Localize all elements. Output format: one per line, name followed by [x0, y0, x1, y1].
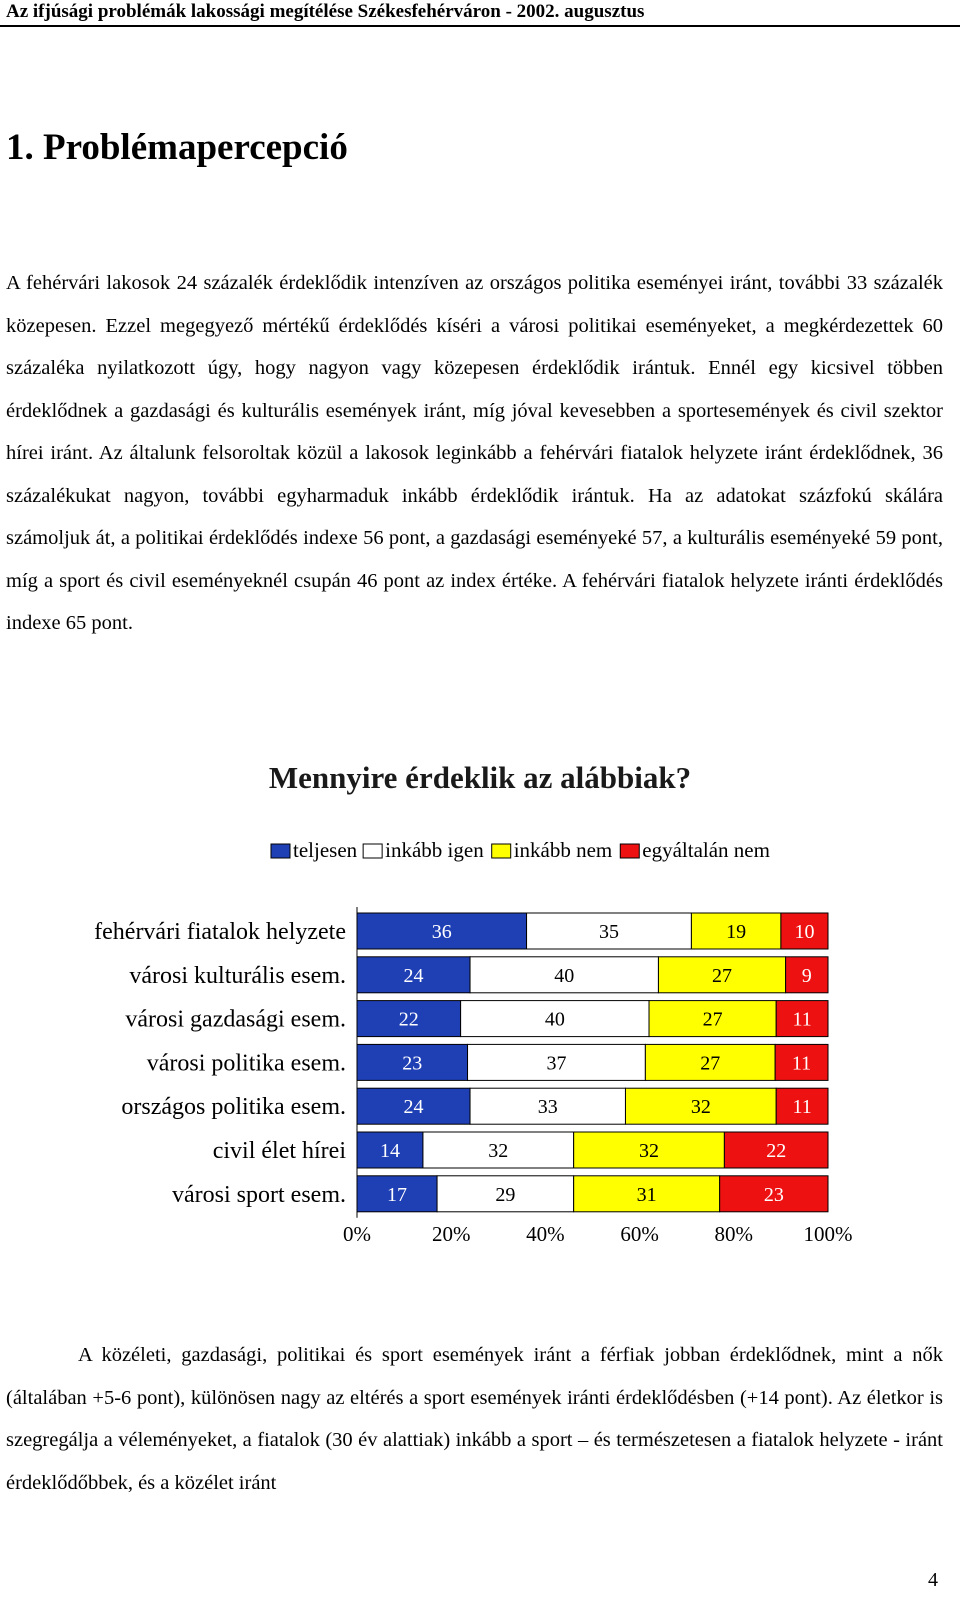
data-label: 24 [403, 1096, 424, 1119]
data-label: 36 [431, 921, 452, 943]
x-tick-label: 20% [431, 1222, 471, 1246]
data-label: 31 [636, 1183, 657, 1206]
data-label: 32 [488, 1140, 509, 1162]
category-label: városi politika esem. [146, 1050, 346, 1077]
data-label: 22 [766, 1140, 787, 1162]
paragraph-gender-age: A közéleti, gazdasági, politikai és sport események iránt a férfiak jobban érdeklődnek, mint a nők (általában +5-6 pont), különösen nagy az eltérés a sport események iránti érdeklődésben (+14 pont). Az életkor is szegregálja a véleményeket, a fiatalok (30 év alattiak) inkább a sport – és természetesen a fiatalok helyzete - iránt érdeklődőbbek, és a közélet iránt [6, 1344, 943, 1494]
legend-label-3: inkább nem [513, 838, 613, 862]
data-label: 24 [403, 964, 424, 987]
data-label: 11 [791, 1052, 812, 1075]
section-heading: 1. Problémapercepció [6, 127, 348, 168]
data-label: 9 [801, 964, 812, 987]
x-tick-label: 40% [526, 1222, 565, 1246]
data-label: 19 [726, 921, 747, 943]
data-label: 11 [792, 1008, 812, 1031]
category-label: városi gazdasági esem. [125, 1006, 346, 1033]
legend-label-1: teljesen [293, 838, 358, 862]
data-label: 23 [402, 1052, 423, 1075]
category-label: civil élet hírei [212, 1138, 346, 1164]
data-label: 17 [387, 1183, 408, 1206]
data-label: 40 [544, 1008, 565, 1031]
legend-swatch-3 [492, 844, 511, 858]
data-label: 37 [546, 1052, 567, 1075]
data-label: 27 [712, 964, 733, 987]
page-number: 4 [928, 1569, 938, 1591]
data-label: 33 [537, 1096, 558, 1119]
chart-title: Mennyire érdeklik az alábbiak? [268, 760, 692, 795]
x-tick-label: 100% [803, 1222, 853, 1246]
data-label: 32 [690, 1096, 711, 1119]
data-label: 14 [379, 1140, 400, 1162]
running-header: Az ifjúsági problémák lakossági megítélése Székesfehérváron - 2002. augusztus [6, 1, 645, 22]
category-label: városi kulturális esem. [129, 962, 346, 989]
x-tick-label: 60% [620, 1222, 659, 1246]
legend-swatch-1 [271, 844, 290, 858]
data-label: 22 [398, 1008, 419, 1031]
category-label: városi sport esem. [172, 1181, 346, 1208]
data-label: 40 [554, 964, 575, 987]
data-label: 27 [700, 1052, 721, 1075]
data-label: 29 [495, 1183, 516, 1206]
data-label: 32 [639, 1140, 660, 1162]
data-label: 27 [702, 1008, 723, 1031]
legend-label-4: egyáltalán nem [642, 838, 770, 862]
legend-label-2: inkább igen [385, 838, 484, 862]
paragraph-intro: A fehérvári lakosok 24 százalék érdeklődik intenzíven az országos politika eseményei iránt, további 33 százalék közepesen. Ezzel megegyező mértékű érdeklődés kíséri a városi politikai eseményeket, a megkérdezettek 60 százaléka nyilatkozott úgy, hogy nagyon vagy közepesen érdeklődik irántuk. Ennél egy kicsivel többen érdeklődnek a gazdasági és kulturális események iránt, míg jóval kevesebben a sportesemények és civil szektor hírei iránt. Az általunk felsoroltak közül a lakosok leginkább a fehérvári fiatalok helyzete iránt érdeklődnek, 36 százalékukat nagyon, további egyharmaduk inkább érdeklődik irántuk. Ha az adatokat százfokú skálára számoljuk át, a politikai érdeklődés indexe 56 pont, a gazdasági eseményeké 57, a kulturális eseményeké 59 pont, míg a sport és civil eseményeknél csupán 46 pont az index értéke. A fehérvári fiatalok helyzete iránti érdeklődés indexe 65 pont. [6, 272, 943, 634]
x-tick-label: 80% [714, 1222, 754, 1246]
x-tick-label: 0% [343, 1222, 371, 1246]
data-label: 23 [763, 1183, 784, 1206]
legend-swatch-2 [363, 844, 382, 858]
data-label: 11 [792, 1096, 812, 1119]
category-label: országos politika esem. [121, 1094, 346, 1121]
data-label: 35 [598, 921, 619, 943]
category-label: fehérvári fiatalok helyzete [94, 919, 346, 945]
data-label: 10 [794, 921, 815, 943]
legend-swatch-4 [620, 844, 639, 858]
